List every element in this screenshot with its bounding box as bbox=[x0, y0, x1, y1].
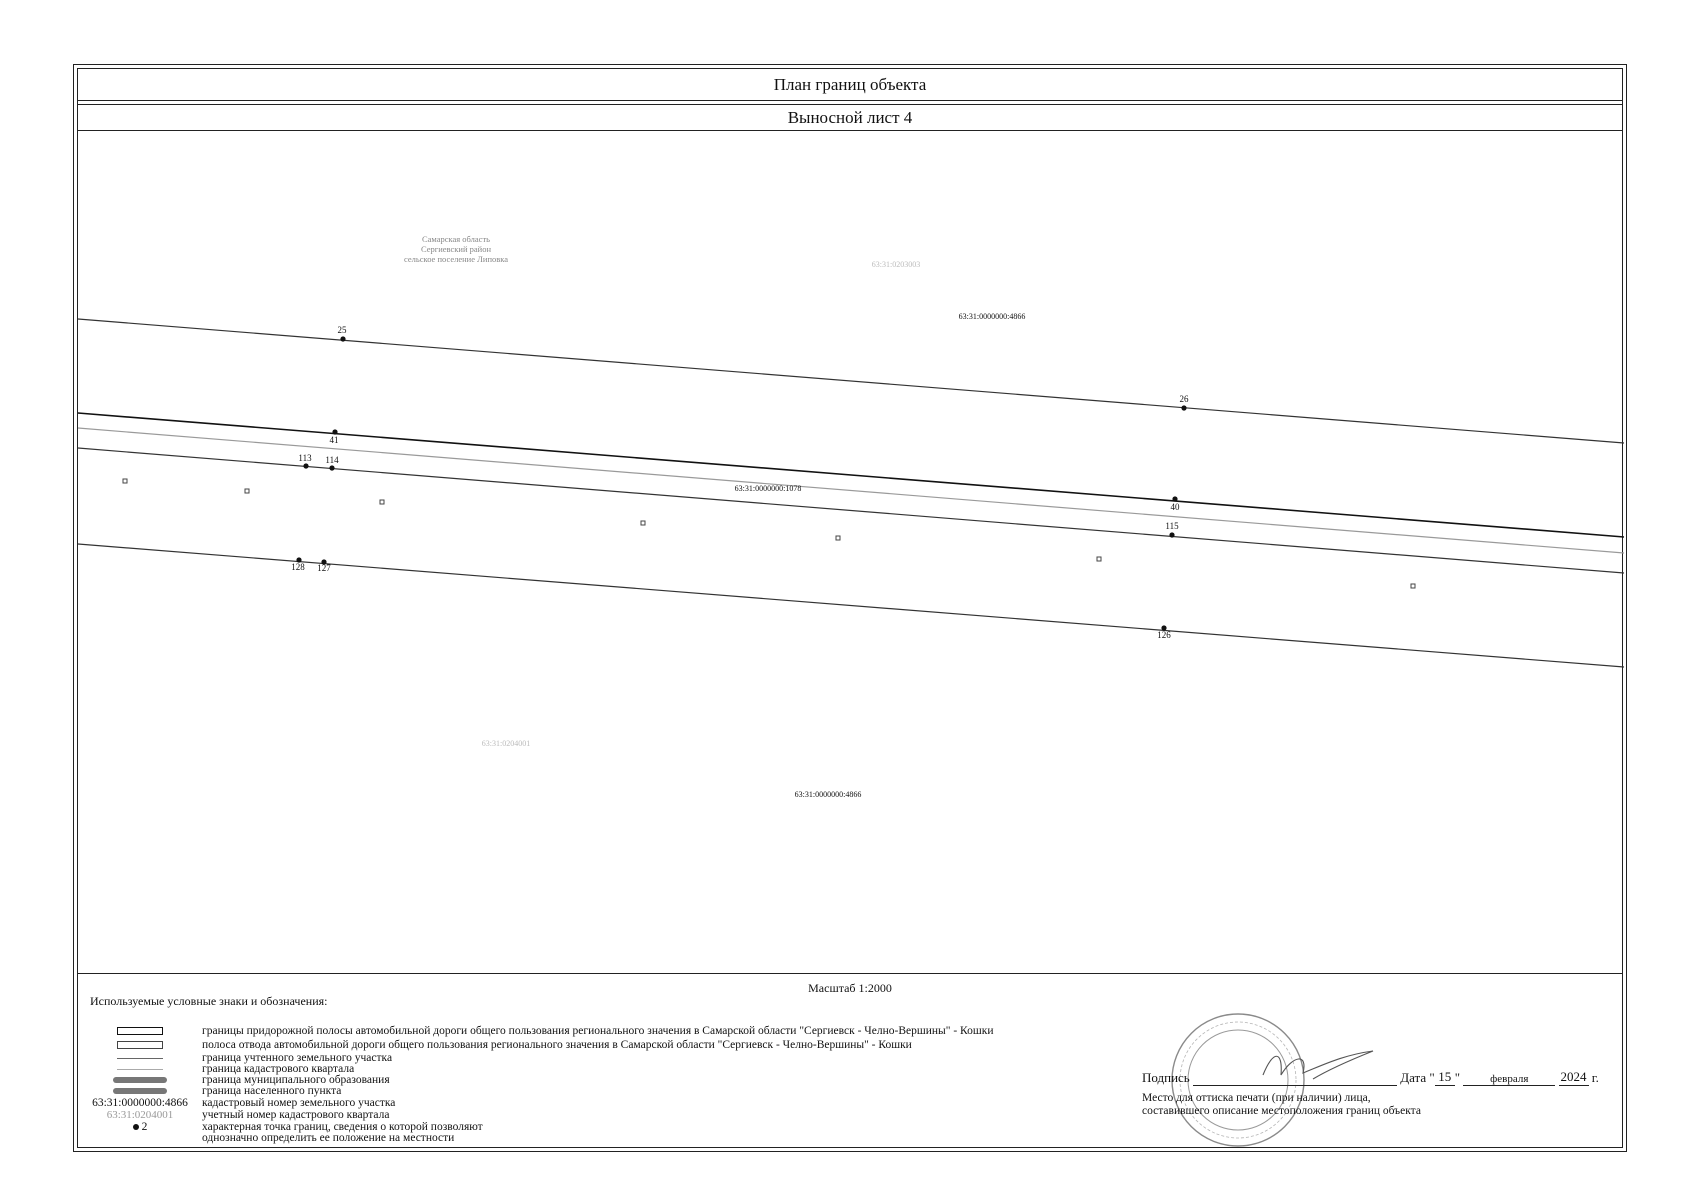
survey-marker bbox=[380, 500, 384, 504]
map-drawing bbox=[78, 130, 1624, 973]
parcel-label-bottom: 63:31:0000000:4866 bbox=[794, 790, 862, 799]
survey-marker bbox=[641, 521, 645, 525]
legend-symbol-settlement-boundary bbox=[86, 1085, 194, 1097]
point-115 bbox=[1169, 532, 1174, 537]
legend-point-sample: 2 bbox=[141, 1121, 148, 1133]
boundary-map bbox=[78, 130, 1622, 973]
signature-field bbox=[1193, 1071, 1397, 1086]
survey-marker bbox=[1411, 584, 1415, 588]
region-label-line-3: сельское поселение Липовка bbox=[403, 254, 509, 264]
legend-text: граница кадастрового квартала bbox=[202, 1063, 355, 1075]
survey-marker bbox=[836, 536, 840, 540]
roadside-boundary-north bbox=[78, 319, 1624, 443]
point-25 bbox=[340, 336, 345, 341]
legend-symbol-right-of-way bbox=[86, 1039, 194, 1051]
region-label-line-1: Самарская область bbox=[421, 234, 491, 244]
stamp-note-line-2: составившего описание местоположения границ объекта bbox=[1142, 1105, 1421, 1117]
stamp-note-line-1: Место для оттиска печати (при наличии) лица, bbox=[1142, 1092, 1371, 1104]
point-label-127: 127 bbox=[317, 563, 331, 573]
right-of-way-north bbox=[78, 413, 1624, 537]
legend-title: Используемые условные знаки и обозначения: bbox=[90, 994, 328, 1008]
stamp-note bbox=[1142, 1092, 1421, 1118]
parcel-label-middle: 63:31:0000000:1078 bbox=[734, 484, 802, 493]
signature-label: Подпись bbox=[1142, 1070, 1190, 1085]
legend-symbol-cadastral-number bbox=[86, 1097, 194, 1109]
legend-text: граница муниципального образования bbox=[202, 1074, 390, 1086]
handwritten-signature bbox=[1253, 1045, 1453, 1085]
map-scale: Масштаб 1:2000 bbox=[808, 981, 892, 995]
point-label-114: 114 bbox=[325, 455, 339, 465]
legend-symbol-point bbox=[86, 1121, 194, 1133]
legend-text: однозначно определить ее положение на местности bbox=[202, 1132, 455, 1144]
legend-text: границы придорожной полосы автомобильной дороги общего пользования регионального значения в Самарской области "Сергиевск - Челно-Вершины" - Кошки bbox=[202, 1025, 994, 1037]
legend-panel bbox=[78, 973, 1622, 1147]
roadside-boundary-south bbox=[78, 544, 1624, 667]
quarter-label-top: 63:31:0203003 bbox=[871, 260, 921, 269]
parcel-label-top: 63:31:0000000:4866 bbox=[958, 312, 1026, 321]
legend-text: граница населенного пункта bbox=[202, 1085, 342, 1097]
point-label-128: 128 bbox=[291, 562, 305, 572]
legend-symbol-roadside bbox=[86, 1025, 194, 1037]
point-113 bbox=[303, 463, 308, 468]
date-year-suffix: г. bbox=[1591, 1070, 1599, 1085]
sheet-subtitle: Выносной лист 4 bbox=[78, 104, 1622, 131]
point-26 bbox=[1181, 405, 1186, 410]
point-40 bbox=[1172, 496, 1177, 501]
legend-text: учетный номер кадастрового квартала bbox=[202, 1109, 390, 1121]
signature-row: Подпись Дата " 15 " февраля 2024 г. bbox=[1142, 1069, 1599, 1086]
point-dot-icon bbox=[133, 1124, 139, 1130]
survey-marker bbox=[245, 489, 249, 493]
legend-quarter-number-sample: 63:31:0204001 bbox=[106, 1109, 174, 1121]
date-day: 15 bbox=[1435, 1069, 1455, 1086]
quarter-label-bottom: 63:31:0204001 bbox=[481, 739, 531, 748]
legend-text: кадастровый номер земельного участка bbox=[202, 1097, 396, 1109]
survey-marker bbox=[123, 479, 127, 483]
date-label: Дата bbox=[1400, 1070, 1427, 1085]
point-label-113: 113 bbox=[298, 453, 312, 463]
region-label-line-2: Сергиевский район bbox=[420, 244, 492, 254]
point-label-26: 26 bbox=[1179, 394, 1189, 404]
quarter-boundary bbox=[78, 428, 1624, 553]
point-41 bbox=[332, 429, 337, 434]
plan-frame bbox=[77, 68, 1623, 1148]
page-title: План границ объекта bbox=[78, 69, 1622, 101]
point-114 bbox=[329, 465, 334, 470]
plan-sheet bbox=[73, 64, 1627, 1152]
point-label-25: 25 bbox=[337, 325, 347, 335]
point-label-41: 41 bbox=[329, 435, 339, 445]
point-label-115: 115 bbox=[1165, 521, 1179, 531]
legend-text: граница учтенного земельного участка bbox=[202, 1052, 393, 1064]
date-year: 2024 bbox=[1560, 1069, 1587, 1084]
right-of-way-south bbox=[78, 448, 1624, 573]
survey-marker bbox=[1097, 557, 1101, 561]
date-month: февраля bbox=[1463, 1073, 1555, 1086]
point-label-126: 126 bbox=[1157, 630, 1171, 640]
legend-text: характерная точка границ, сведения о которой позволяют bbox=[202, 1121, 483, 1133]
point-label-40: 40 bbox=[1170, 502, 1180, 512]
legend-symbol-quarter-number bbox=[86, 1109, 194, 1121]
legend-cadastral-number-sample: 63:31:0000000:4866 bbox=[92, 1097, 188, 1109]
legend-text: полоса отвода автомобильной дороги общего пользования регионального значения в Самарской области "Сергиевск - Челно-Вершины" - Кошки bbox=[202, 1039, 912, 1051]
